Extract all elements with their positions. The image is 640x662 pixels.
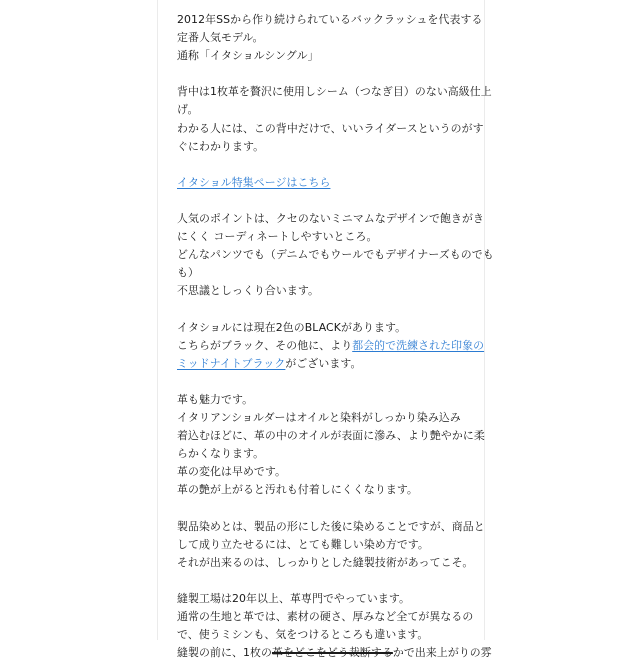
text-line: どんなパンツでも（デニムでもウールでもデザイナーズものでも bbox=[177, 248, 494, 262]
feature-link-line bbox=[177, 174, 469, 192]
text-line bbox=[177, 337, 485, 355]
text-fragment: こちらがブラック、その他に、より bbox=[177, 338, 353, 352]
paragraph-sewing bbox=[177, 590, 492, 662]
text-line: 通称「イタショルシングル」 bbox=[177, 49, 319, 63]
product-description bbox=[177, 11, 494, 662]
text-line: 通常の生地と革では、素材の硬さ、厚みなど全てが異なるの bbox=[177, 610, 474, 624]
text-fragment: 縫製の前に、1枚の bbox=[177, 646, 272, 660]
text-line: 背中は1枚革を贅沢に使用しシーム（つなぎ目）のない高級仕上 bbox=[177, 85, 492, 99]
text-line: して成り立たせるには、とても難しい染め方です。 bbox=[177, 537, 429, 551]
text-line: 革の艶が上がると汚れも付着しにくくなります。 bbox=[177, 483, 418, 497]
text-line bbox=[177, 644, 492, 662]
text-line: 革の変化は早めです。 bbox=[177, 465, 287, 479]
text-line: ぐにわかります。 bbox=[177, 139, 265, 153]
text-line: 不思議としっくり合います。 bbox=[177, 284, 320, 298]
paragraph-intro bbox=[177, 11, 483, 65]
paragraph-dyeing bbox=[177, 518, 485, 572]
text-line: も） bbox=[177, 266, 199, 280]
paragraph-back-leather bbox=[177, 83, 492, 155]
struck-text: 革をどこをどう裁断する bbox=[271, 646, 393, 660]
spacer bbox=[177, 156, 469, 174]
text-line: 革も魅力です。 bbox=[177, 392, 254, 406]
text-line: 製品染めとは、製品の形にした後に染めることですが、商品と bbox=[177, 519, 485, 533]
text-line: 2012年SSから作り続けられているバックラッシュを代表する bbox=[177, 13, 483, 26]
text-line bbox=[177, 355, 469, 373]
text-line: で、使うミシンも、気をつけるところも違います。 bbox=[177, 628, 429, 642]
text-line: らかくなります。 bbox=[177, 447, 265, 461]
text-line: イタリアンショルダーはオイルと染料がしっかり染み込み bbox=[177, 411, 461, 425]
spacer bbox=[177, 65, 469, 83]
midnight-black-link-part2[interactable]: ミッドナイトブラック bbox=[177, 356, 286, 370]
text-line: 縫製工場は20年以上、革専門でやっています。 bbox=[177, 592, 411, 605]
paragraph-popularity bbox=[177, 210, 494, 300]
text-fragment: かで出来上がりの雰 bbox=[392, 646, 492, 660]
text-line: にくく コーディネートしやすいところ。 bbox=[177, 230, 378, 244]
text-line: それが出来るのは、しっかりとした縫製技術があってこそ。 bbox=[177, 555, 474, 569]
spacer bbox=[177, 572, 469, 590]
spacer bbox=[177, 500, 469, 518]
text-line: げ。 bbox=[177, 103, 199, 117]
spacer bbox=[177, 373, 469, 391]
text-line: 定番人気モデル。 bbox=[177, 31, 264, 45]
text-line: 着込むほどに、革の中のオイルが表面に滲み、より艶やかに柔 bbox=[177, 429, 485, 443]
paragraph-leather bbox=[177, 391, 485, 500]
paragraph-colors bbox=[177, 319, 485, 373]
text-fragment: がございます。 bbox=[285, 356, 362, 370]
text-line: わかる人には、この背中だけで、いいライダースというのがす bbox=[177, 121, 484, 135]
midnight-black-link-part1[interactable]: 都会的で洗練された印象の bbox=[352, 338, 485, 352]
spacer bbox=[177, 301, 469, 319]
feature-page-link[interactable]: イタショル特集ページはこちら bbox=[177, 175, 331, 189]
text-line: イタショルには現在2色のBLACKがあります。 bbox=[177, 320, 407, 334]
spacer bbox=[177, 192, 469, 210]
text-line: 人気のポイントは、クセのないミニマムなデザインで飽きがき bbox=[177, 212, 484, 226]
phone-screen bbox=[157, 0, 494, 660]
